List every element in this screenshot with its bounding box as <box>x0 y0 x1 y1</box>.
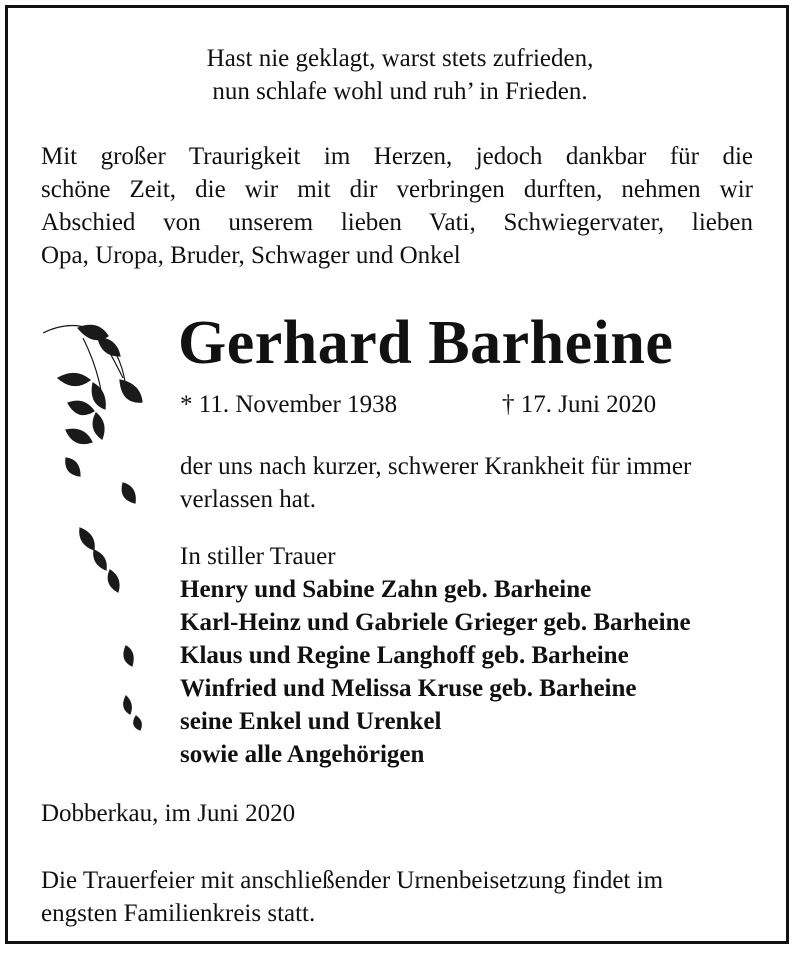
ceremony-line: engsten Familienkreis statt. <box>41 900 316 927</box>
intro-paragraph <box>41 140 753 272</box>
mourners-heading: In stiller Trauer <box>180 543 336 570</box>
ceremony-line: Die Trauerfeier mit anschließender Urnenbeisetzung findet im <box>41 867 664 894</box>
mourner-name: Klaus und Regine Langhoff geb. Barheine <box>180 642 629 669</box>
death-description <box>180 450 760 516</box>
intro-line: schöne Zeit, die wir mit dir verbringen durften, nehmen wir <box>41 176 753 203</box>
ceremony-notice <box>41 864 761 930</box>
memorial-verse <box>8 42 792 108</box>
falling-birch-leaves-icon <box>38 318 158 738</box>
birth-date: * 11. November 1938 <box>180 391 398 418</box>
deceased-name: Gerhard Barheine <box>178 309 674 377</box>
life-dates <box>180 391 657 419</box>
intro-line: Opa, Uropa, Bruder, Schwager und Onkel <box>41 242 461 269</box>
verse-line: nun schlafe wohl und ruh’ in Frieden. <box>212 78 588 105</box>
intro-line: Mit großer Traurigkeit im Herzen, jedoch dankbar für die <box>41 143 753 170</box>
mourner-name: Winfried und Melissa Kruse geb. Barheine <box>180 675 637 702</box>
obituary-card <box>5 5 789 944</box>
intro-line: Abschied von unserem lieben Vati, Schwiegervater, lieben <box>41 209 753 236</box>
mourner-name: Karl-Heinz und Gabriele Grieger geb. Barheine <box>180 609 691 636</box>
description-line: der uns nach kurzer, schwerer Krankheit für immer <box>180 453 692 480</box>
mourner-name: Henry und Sabine Zahn geb. Barheine <box>180 576 592 603</box>
mourner-name: seine Enkel und Urenkel <box>180 708 442 735</box>
verse-line: Hast nie geklagt, warst stets zufrieden, <box>206 45 594 72</box>
death-date: † 17. Juni 2020 <box>502 391 657 418</box>
mourners-list <box>180 540 691 771</box>
description-line: verlassen hat. <box>180 486 317 513</box>
place-date: Dobberkau, im Juni 2020 <box>41 800 296 827</box>
mourner-name: sowie alle Angehörigen <box>180 741 425 768</box>
